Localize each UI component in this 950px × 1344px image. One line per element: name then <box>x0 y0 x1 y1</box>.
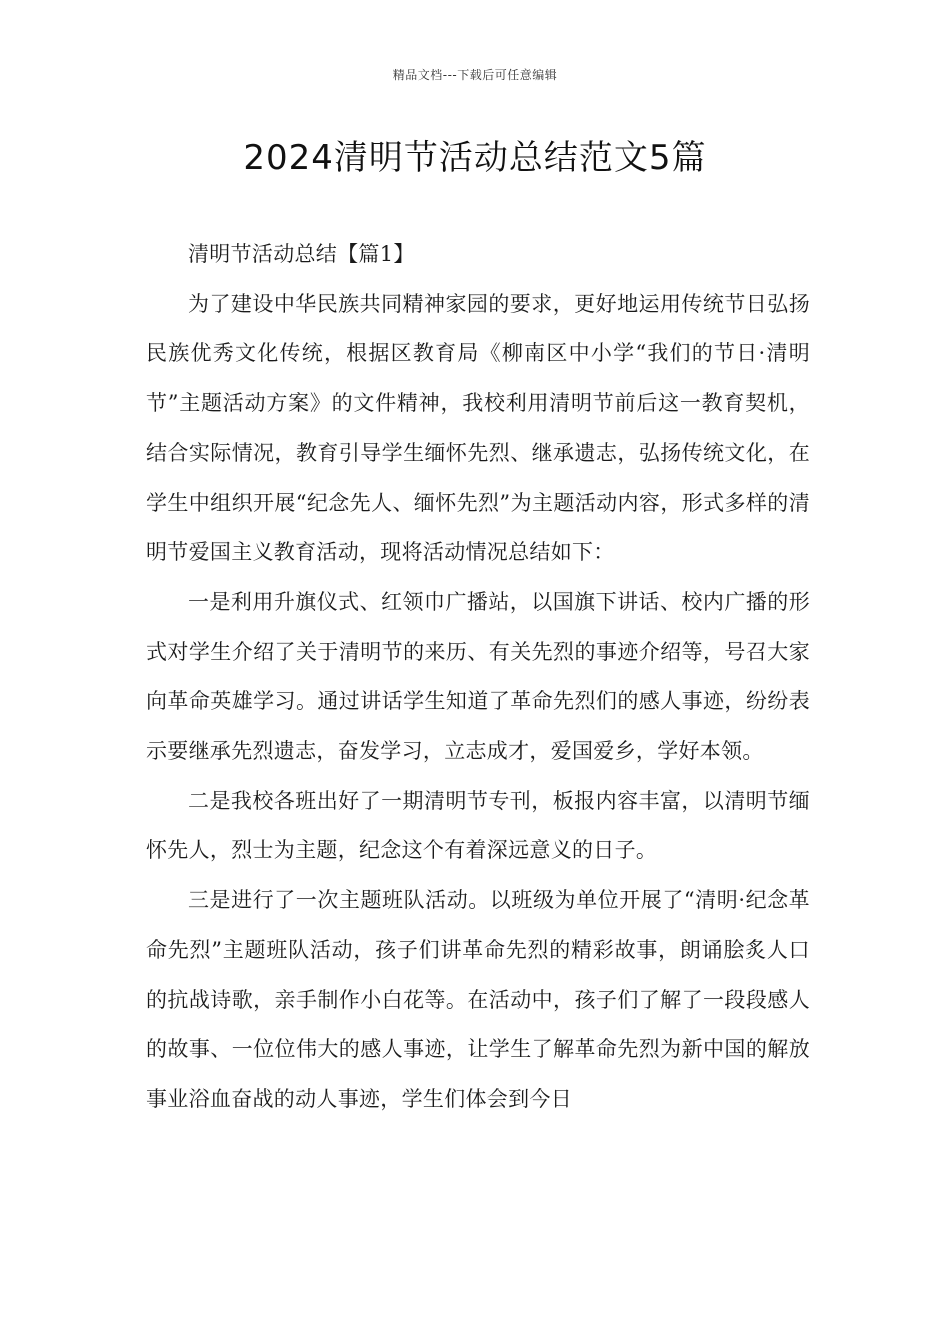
document-title: 2024清明节活动总结范文5篇 <box>243 138 707 178</box>
header-note: 精品文档---下载后可任意编辑 <box>392 68 558 82</box>
paragraph-intro: 为了建设中华民族共同精神家园的要求，更好地运用传统节日弘扬民族优秀文化传统，根据区教育局《柳南区中小学“我们的节日·清明节”主题活动方案》的文件精神，我校利用清明节前后这一教育契机，结合实际情况，教育引导学生缅怀先烈、继承遗志，弘扬传统文化，在学生中组织开展“纪念先人、缅怀先烈”为主题活动内容，形式多样的清明节爱国主义教育活动，现将活动情况总结如下： <box>146 291 810 565</box>
paragraph-item-3: 三是进行了一次主题班队活动。以班级为单位开展了“清明·纪念革命先烈”主题班队活动，孩子们讲革命先烈的精彩故事，朗诵脍炙人口的抗战诗歌，亲手制作小白花等。在活动中，孩子们了解了一段段感人的故事、一位位伟大的感人事迹，让学生了解革命先烈为新中国的解放事业浴血奋战的动人事迹，学生们体会到今日 <box>146 888 810 1111</box>
paragraph-item-2: 二是我校各班出好了一期清明节专刊，板报内容丰富，以清明节缅怀先人，烈士为主题，纪念这个有着深远意义的日子。 <box>146 788 810 863</box>
section-heading: 清明节活动总结【篇1】 <box>188 242 415 266</box>
document-body <box>146 230 810 1125</box>
paragraph-item-1: 一是利用升旗仪式、红领巾广播站，以国旗下讲话、校内广播的形式对学生介绍了关于清明节的来历、有关先烈的事迹介绍等，号召大家向革命英雄学习。通过讲话学生知道了革命先烈们的感人事迹，纷纷表示要继承先烈遗志，奋发学习，立志成才，爱国爱乡，学好本领。 <box>146 589 810 764</box>
